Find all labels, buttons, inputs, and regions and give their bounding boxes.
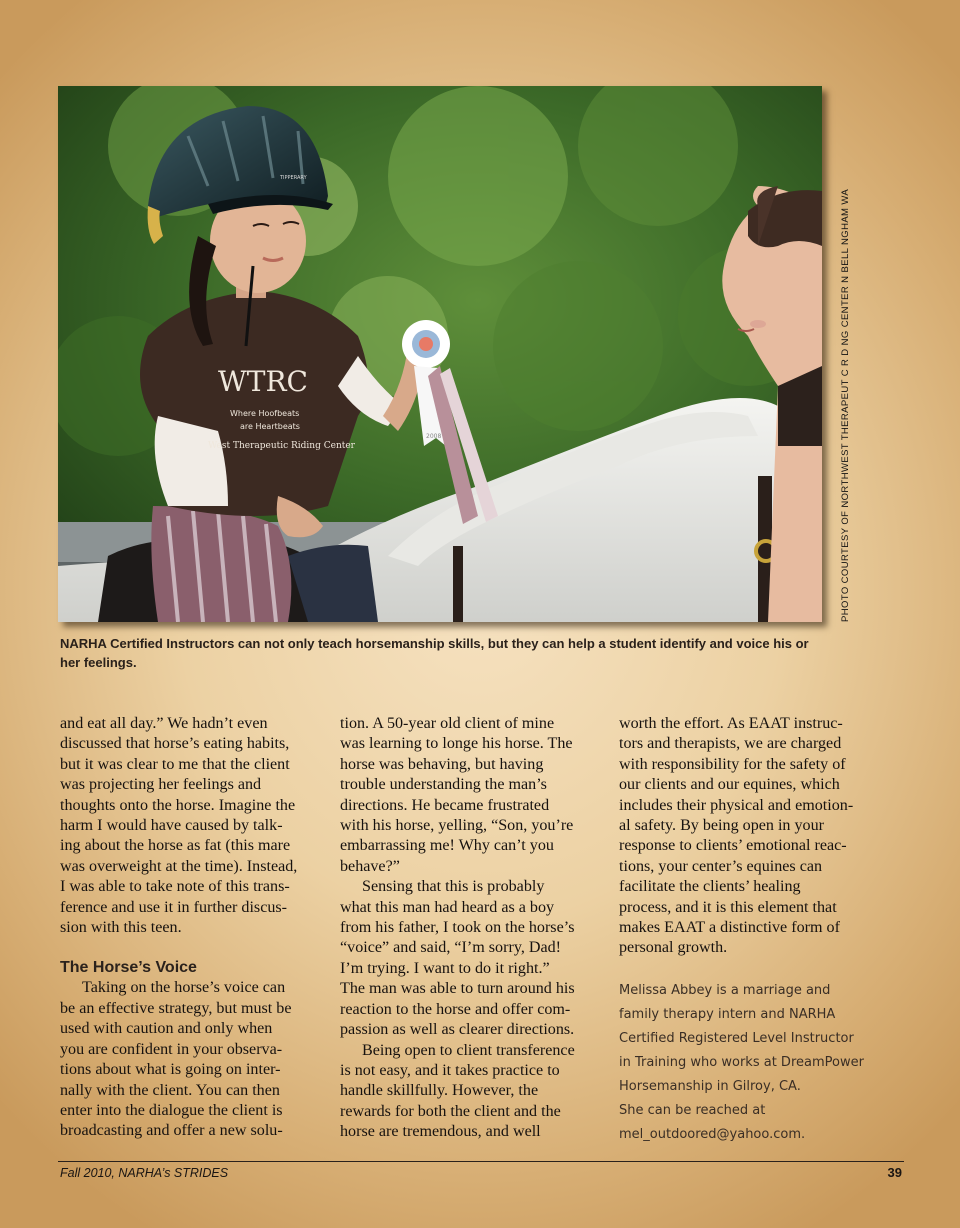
text-line: be an effective strategy, but must be <box>60 999 292 1017</box>
feature-photo <box>58 86 822 622</box>
text-line: makes EAAT a distinctive form of <box>619 919 840 937</box>
text-line: tion. A 50-year old client of mine <box>340 715 555 732</box>
bio-line: family therapy intern and NARHA <box>619 1006 836 1022</box>
text-line: passion as well as clearer directions. <box>340 1021 575 1039</box>
col2-paragraph-3 <box>340 1041 602 1143</box>
text-line: enter into the dialogue the client is <box>60 1101 283 1119</box>
text-line: response to clients’ emotional reac- <box>619 837 847 855</box>
helmet-badge: TIPPERARY <box>280 175 307 181</box>
column-1 <box>60 714 322 1142</box>
text-line: The man was able to turn around his <box>340 980 575 998</box>
bio-line: Certified Registered Level Instructor <box>619 1030 854 1046</box>
page-number: 39 <box>887 1165 902 1180</box>
text-line: rewards for both the client and the <box>340 1102 561 1120</box>
text-line: behave?” <box>340 857 400 875</box>
text-line: what this man had heard as a boy <box>340 898 555 916</box>
text-line: used with caution and only when <box>60 1020 273 1038</box>
text-line: horse was behaving, but having <box>340 755 544 773</box>
col1-paragraph-2 <box>60 978 322 1141</box>
bio-line: in Training who works at DreamPower <box>619 1054 864 1070</box>
column-3 <box>619 714 881 1147</box>
footer-publication: Fall 2010, NARHA’s STRIDES <box>60 1166 229 1180</box>
text-line: embarrassing me! Why can’t you <box>340 837 554 855</box>
ribbon-year: 2008 <box>426 433 442 440</box>
text-line: ing about the horse as fat (this mare <box>60 837 291 855</box>
text-line: from his father, I took on the horse’s <box>340 919 575 937</box>
shirt-line-1: Where Hoofbeats <box>230 409 300 418</box>
text-line: you are confident in your observa- <box>60 1040 283 1058</box>
text-line: our clients and our equines, which <box>619 776 840 794</box>
text-line: personal growth. <box>619 939 728 957</box>
text-line: I was able to take note of this trans- <box>60 878 290 896</box>
text-line: worth the effort. As EAAT instruc- <box>619 715 843 732</box>
shirt-line-3: West Therapeutic Riding Center <box>208 441 355 451</box>
text-line: was projecting her feelings and <box>60 776 262 794</box>
text-line: horse are tremendous, and well <box>340 1123 541 1141</box>
author-email: mel_outdoored@yahoo.com. <box>619 1126 806 1142</box>
footer-rule <box>58 1161 904 1162</box>
text-line: harm I would have caused by talk- <box>60 817 283 835</box>
text-line: directions. He became frustrated <box>340 796 550 814</box>
col3-paragraph-1 <box>619 714 881 959</box>
author-bio <box>619 979 881 1147</box>
text-line: handle skillfully. However, the <box>340 1082 539 1100</box>
shirt-line-2: are Heartbeats <box>240 422 300 431</box>
text-line: but it was clear to me that the client <box>60 755 290 773</box>
text-line: includes their physical and emotion- <box>619 796 854 814</box>
text-line: with his horse, yelling, “Son, you’re <box>340 817 574 835</box>
text-line: trouble understanding the man’s <box>340 776 547 794</box>
col2-paragraph-2 <box>340 877 602 1040</box>
photo-illustration <box>58 86 822 622</box>
text-line: Being open to client transference <box>362 1041 575 1059</box>
text-line: Taking on the horse’s voice can <box>82 979 286 997</box>
text-line: was overweight at the time). Instead, <box>60 857 298 875</box>
text-line: I’m trying. I want to do it right.” <box>340 959 550 977</box>
text-line: tions, your center’s equines can <box>619 857 823 875</box>
col1-paragraph-1 <box>60 714 322 938</box>
text-line: ference and use it in further discus- <box>60 898 288 916</box>
text-line: reaction to the horse and offer com- <box>340 1000 571 1018</box>
shirt-logo: WTRC <box>218 365 308 398</box>
text-line: tors and therapists, we are charged <box>619 735 842 753</box>
bio-line: She can be reached at <box>619 1102 766 1118</box>
photo-credit: PHOTO COURTESY OF NORTHWEST THERAPEUT C R D NG CENTER N BELL NGHAM WA <box>840 188 851 622</box>
bio-line: Melissa Abbey is a marriage and <box>619 982 831 998</box>
text-line: discussed that horse’s eating habits, <box>60 735 290 753</box>
text-line: tions about what is going on inter- <box>60 1061 281 1079</box>
column-2 <box>340 714 602 1143</box>
text-line: process, and it is this element that <box>619 898 837 916</box>
text-line: al safety. By being open in your <box>619 817 824 835</box>
text-line: facilitate the clients’ healing <box>619 878 801 896</box>
text-line: broadcasting and offer a new solu- <box>60 1122 283 1140</box>
text-line: nally with the client. You can then <box>60 1081 280 1099</box>
section-heading: The Horse’s Voice <box>60 959 197 977</box>
text-line: with responsibility for the safety of <box>619 755 846 773</box>
text-line: Sensing that this is probably <box>362 878 545 896</box>
text-line: thoughts onto the horse. Imagine the <box>60 796 296 814</box>
col2-paragraph-1 <box>340 714 602 877</box>
text-line: “voice” and said, “I’m sorry, Dad! <box>340 939 562 957</box>
bio-line: Horsemanship in Gilroy, CA. <box>619 1078 801 1094</box>
text-line: and eat all day.” We hadn’t even <box>60 715 268 732</box>
photo-caption: NARHA Certified Instructors can not only teach horsemanship skills, but they can help a student identify and voice his or her feelings. <box>60 636 809 670</box>
text-line: is not easy, and it takes practice to <box>340 1061 560 1079</box>
text-line: sion with this teen. <box>60 919 182 937</box>
text-line: was learning to longe his horse. The <box>340 735 573 753</box>
